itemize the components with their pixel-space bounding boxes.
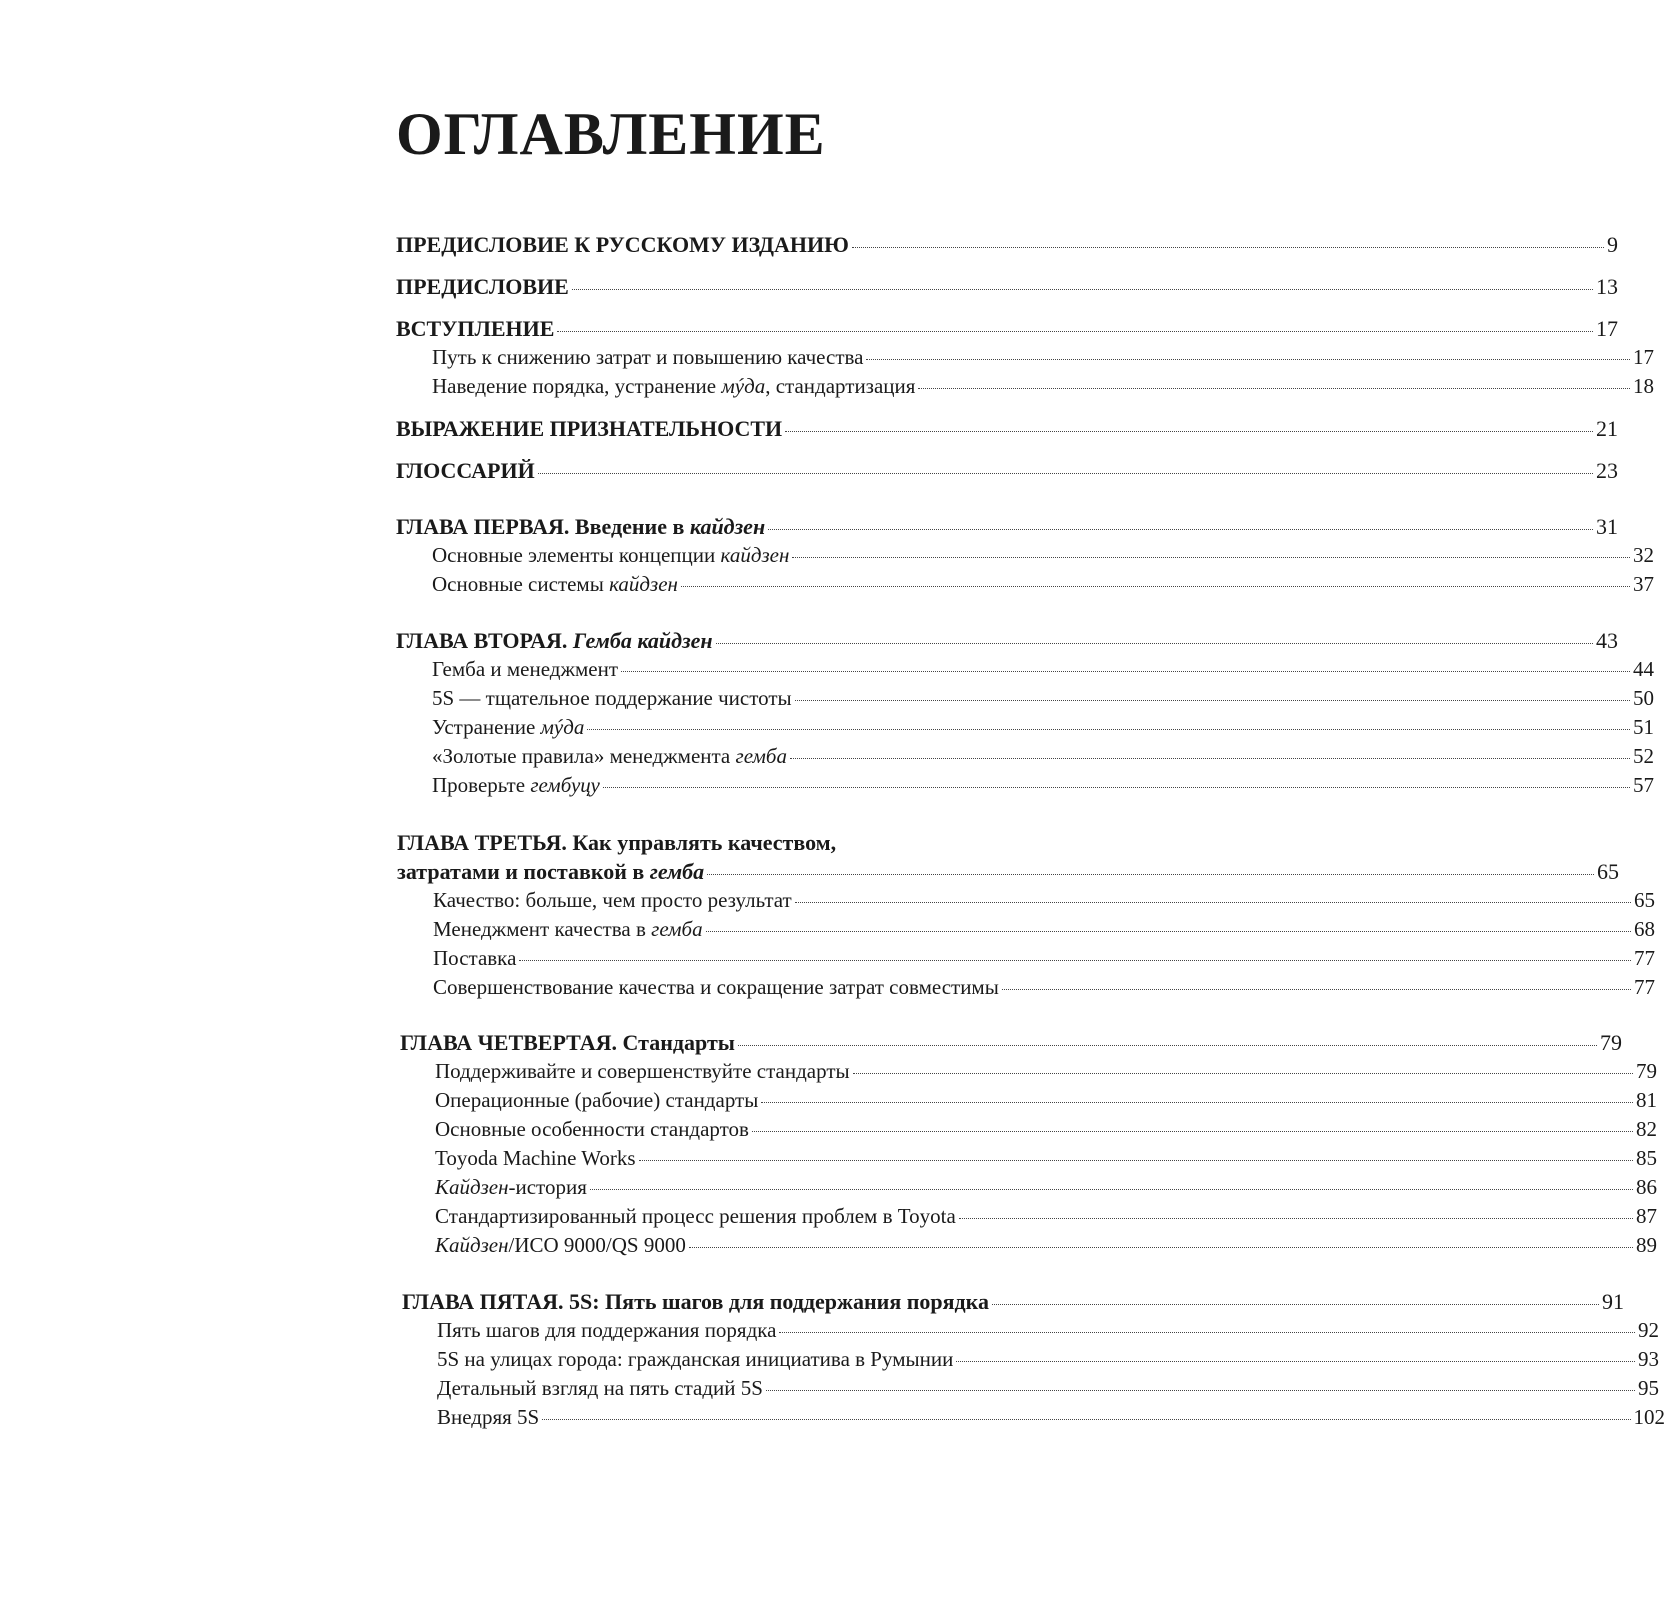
toc-entry-label: «Золотые правила» менеджмента гемба (432, 744, 787, 768)
toc-entry-label: 5S на улицах города: гражданская инициатива в Румынии (437, 1347, 954, 1371)
toc-entry-label: ВЫРАЖЕНИЕ ПРИЗНАТЕЛЬНОСТИ (396, 416, 783, 441)
toc-entry (0, 946, 1655, 971)
toc-entry (0, 657, 1654, 682)
toc-entry-label: Кайдзен/ИСО 9000/QS 9000 (435, 1233, 686, 1257)
toc-page-number: 77 (1634, 975, 1655, 999)
toc-page-number: 79 (1600, 1030, 1622, 1055)
toc-page-number: 79 (1636, 1059, 1657, 1083)
toc-page-number: 87 (1636, 1204, 1657, 1228)
toc-page-number: 65 (1597, 859, 1619, 884)
toc-page-number: 37 (1633, 572, 1654, 596)
toc-leader (779, 1332, 1635, 1333)
toc-entry-label: Устранение мýда (432, 715, 585, 739)
toc-leader (621, 671, 1630, 672)
toc-leader (689, 1247, 1633, 1248)
page-title: ОГЛАВЛЕНИЕ (396, 101, 826, 167)
toc-leader (603, 787, 1630, 788)
toc-entry-label: ГЛОССАРИЙ (396, 458, 535, 483)
toc-entry-label: Основные системы кайдзен (432, 572, 678, 596)
toc-entry-label: Toyoda Machine Works (435, 1146, 636, 1170)
toc-entry (0, 715, 1654, 740)
toc-leader (538, 473, 1593, 474)
toc-page-number: 9 (1607, 232, 1618, 257)
toc-page-number: 51 (1633, 715, 1654, 739)
toc-entry-label: Пять шагов для поддержания порядка (437, 1318, 777, 1342)
toc-entry-label: Кайдзен-история (435, 1175, 587, 1199)
toc-leader (790, 758, 1630, 759)
toc-page-number: 17 (1633, 345, 1654, 369)
toc-entry-label: ГЛАВА ВТОРАЯ. Гемба кайдзен (396, 628, 713, 653)
toc-leader (519, 960, 1631, 961)
toc-entry (0, 888, 1655, 913)
toc-entry (0, 374, 1654, 399)
toc-page-number: 102 (1633, 1405, 1665, 1429)
toc-page-number: 81 (1636, 1088, 1657, 1112)
toc-entry-label: Внедряя 5S (437, 1405, 540, 1429)
toc-entry (0, 274, 1618, 300)
toc-leader (716, 643, 1593, 644)
toc-leader (542, 1419, 1630, 1420)
toc-entry (0, 744, 1654, 769)
toc-page-number: 44 (1633, 657, 1654, 681)
toc-leader (707, 874, 1594, 875)
toc-page-number: 92 (1638, 1318, 1659, 1342)
toc-leader (1002, 989, 1631, 990)
toc-entry (0, 1405, 1665, 1430)
toc-leader (681, 586, 1630, 587)
toc-entry (0, 416, 1618, 442)
toc-entry-label: ПРЕДИСЛОВИЕ К РУССКОМУ ИЗДАНИЮ (396, 232, 849, 257)
toc-entry-label: Гемба и менеджмент (432, 657, 619, 681)
toc-entry-label: 5S — тщательное поддержание чистоты (432, 686, 792, 710)
toc-page-number: 93 (1638, 1347, 1659, 1371)
toc-leader (956, 1361, 1635, 1362)
toc-entry (0, 628, 1618, 654)
toc-entry-label: Наведение порядка, устранение мýда, стандартизация (432, 374, 916, 398)
toc-entry-label: Основные особенности стандартов (435, 1117, 749, 1141)
toc-page-number: 77 (1634, 946, 1655, 970)
toc-entry-label: Проверьте гембуцу (432, 773, 600, 797)
toc-entry-label: Путь к снижению затрат и повышению качества (432, 345, 864, 369)
toc-page-number: 95 (1638, 1376, 1659, 1400)
toc-leader (590, 1189, 1633, 1190)
toc-entry (0, 345, 1654, 370)
toc-leader (918, 388, 1630, 389)
toc-entry-label: ПРЕДИСЛОВИЕ (396, 274, 569, 299)
toc-page-number: 85 (1636, 1146, 1657, 1170)
toc-page-number: 21 (1596, 416, 1618, 441)
toc-page-number: 82 (1636, 1117, 1657, 1141)
toc-leader (866, 359, 1630, 360)
toc-entry-label: Стандартизированный процесс решения проблем в Toyota (435, 1204, 956, 1228)
toc-page-number: 89 (1636, 1233, 1657, 1257)
toc-leader (792, 557, 1630, 558)
toc-entry (0, 1175, 1657, 1200)
toc-entry (0, 1233, 1657, 1258)
toc-leader (785, 431, 1593, 432)
toc-entry-label: ГЛАВА ПЕРВАЯ. Введение в кайдзен (396, 514, 766, 539)
toc-page-number: 18 (1633, 374, 1654, 398)
toc-leader (795, 902, 1631, 903)
toc-entry-label: Поставка (433, 946, 517, 970)
toc-page-number: 65 (1634, 888, 1655, 912)
toc-leader (738, 1045, 1597, 1046)
toc-page-number: 91 (1602, 1289, 1624, 1314)
toc-page-number: 23 (1596, 458, 1618, 483)
toc-entry-label: ГЛАВА ЧЕТВЕРТАЯ. Стандарты (400, 1030, 735, 1055)
toc-entry (0, 543, 1654, 568)
toc-leader (992, 1304, 1599, 1305)
toc-entry (0, 1376, 1659, 1401)
toc-entry-label: ГЛАВА ПЯТАЯ. 5S: Пять шагов для поддержания порядка (402, 1289, 990, 1314)
toc-page-number: 57 (1633, 773, 1654, 797)
toc-page-number: 13 (1596, 274, 1618, 299)
toc-leader (761, 1102, 1633, 1103)
toc-entry (0, 1117, 1657, 1142)
toc-page-number: 32 (1633, 543, 1654, 567)
toc-leader (752, 1131, 1633, 1132)
toc-entry (0, 1204, 1657, 1229)
toc-entry-label: Основные элементы концепции кайдзен (432, 543, 790, 567)
toc-entry (0, 1030, 1622, 1056)
toc-entry (0, 917, 1655, 942)
toc-entry (0, 1347, 1659, 1372)
toc-entry-label-line1: ГЛАВА ТРЕТЬЯ. Как управлять качеством, (397, 830, 837, 855)
toc-page-number: 50 (1633, 686, 1654, 710)
toc-entry-label: Поддерживайте и совершенствуйте стандарты (435, 1059, 850, 1083)
toc-page-number: 68 (1634, 917, 1655, 941)
toc-entry-label: Совершенствование качества и сокращение затрат совместимы (433, 975, 999, 999)
toc-leader (706, 931, 1631, 932)
toc-page-number: 52 (1633, 744, 1654, 768)
toc-entry (0, 572, 1654, 597)
toc-page-number: 43 (1596, 628, 1618, 653)
toc-entry (0, 514, 1618, 540)
toc-page-number: 17 (1596, 316, 1618, 341)
toc-entry (0, 859, 1619, 885)
toc-entry (0, 686, 1654, 711)
toc-entry (0, 1146, 1657, 1171)
toc-entry (0, 773, 1654, 798)
toc-entry (0, 1318, 1659, 1343)
toc-leader (572, 289, 1593, 290)
toc-leader (557, 331, 1593, 332)
toc-leader (587, 729, 1630, 730)
toc-leader (852, 247, 1604, 248)
toc-leader (639, 1160, 1633, 1161)
toc-entry (0, 975, 1655, 1000)
toc-leader (795, 700, 1630, 701)
toc-leader (959, 1218, 1633, 1219)
toc-entry (0, 232, 1618, 258)
toc-entry-label: ВСТУПЛЕНИЕ (396, 316, 555, 341)
toc-leader (768, 529, 1593, 530)
toc-page-number: 31 (1596, 514, 1618, 539)
toc-entry (0, 1088, 1657, 1113)
toc-entry-label: Операционные (рабочие) стандарты (435, 1088, 759, 1112)
toc-entry-label: Детальный взгляд на пять стадий 5S (437, 1376, 763, 1400)
toc-leader (766, 1390, 1635, 1391)
toc-entry-label: затратами и поставкой в гемба (397, 859, 705, 884)
toc-entry (0, 1059, 1657, 1084)
toc-entry-label: Менеджмент качества в гемба (433, 917, 703, 941)
toc-page-number: 86 (1636, 1175, 1657, 1199)
toc-entry-label: Качество: больше, чем просто результат (433, 888, 792, 912)
toc-entry (0, 1289, 1624, 1315)
toc-entry (0, 316, 1618, 342)
toc-leader (853, 1073, 1633, 1074)
toc-entry (0, 458, 1618, 484)
